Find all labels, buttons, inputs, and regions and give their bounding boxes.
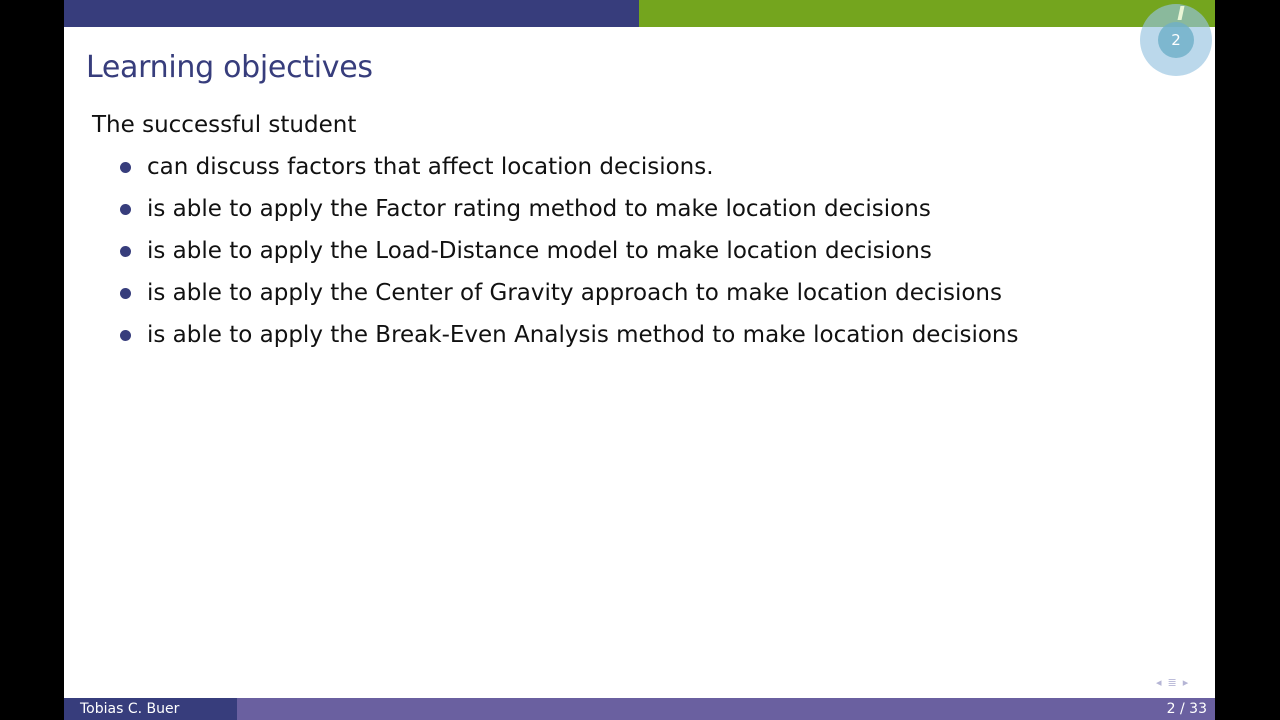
slide (64, 0, 1215, 720)
bullet-icon (120, 288, 131, 299)
bullet-icon (120, 204, 131, 215)
bullet-icon (120, 162, 131, 173)
bullet-icon (120, 246, 131, 257)
list-item-text: is able to apply the Center of Gravity approach to make location decisions (147, 280, 1002, 306)
intro-text: The successful student (92, 112, 357, 138)
header-bar-right (639, 0, 1215, 27)
slide-number-badge (1140, 4, 1212, 76)
frame-title: Learning objectives (86, 50, 373, 85)
header-bar-left (64, 0, 639, 27)
navigation-controls (1156, 676, 1188, 689)
badge-number: 2 (1158, 22, 1194, 58)
list-item (118, 152, 1019, 194)
prev-arrow-icon[interactable]: ◂ (1156, 676, 1162, 689)
list-item-text: is able to apply the Load-Distance model to make location decisions (147, 238, 932, 264)
objectives-list (118, 152, 1019, 362)
menu-icon[interactable]: ≣ (1167, 676, 1177, 689)
list-item-text: can discuss factors that affect location decisions. (147, 154, 714, 180)
list-item (118, 278, 1019, 320)
list-item-text: is able to apply the Factor rating method to make location decisions (147, 196, 931, 222)
list-item-text: is able to apply the Break-Even Analysis method to make location decisions (147, 322, 1019, 348)
badge-mark-icon (1178, 6, 1185, 20)
list-item (118, 320, 1019, 362)
footer-page-number: 2 / 33 (237, 698, 1215, 720)
list-item (118, 194, 1019, 236)
bullet-icon (120, 330, 131, 341)
list-item (118, 236, 1019, 278)
next-arrow-icon[interactable]: ▸ (1182, 676, 1189, 689)
footer-author: Tobias C. Buer (64, 698, 237, 720)
